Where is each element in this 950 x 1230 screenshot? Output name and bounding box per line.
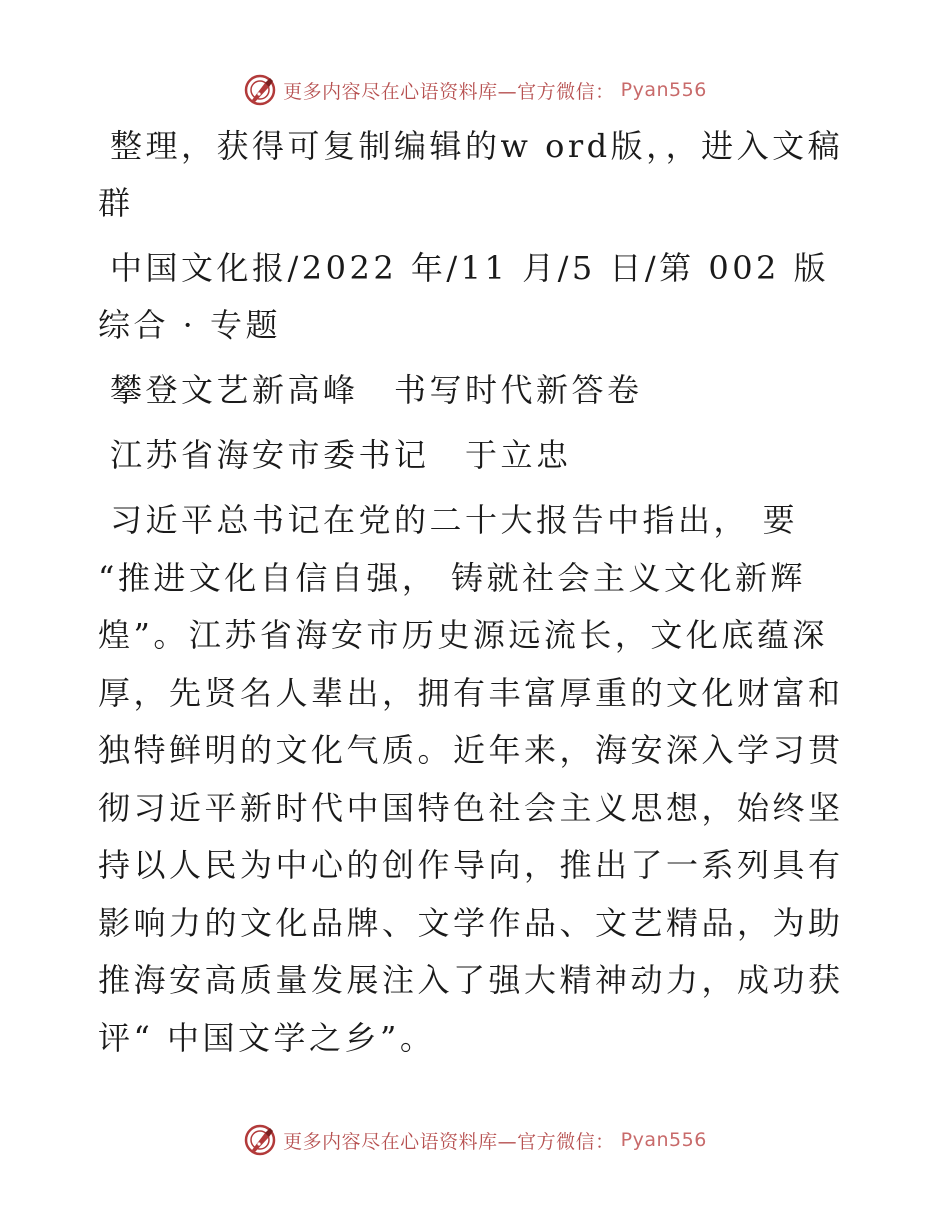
article-paragraph: 习近平总书记在党的二十大报告中指出， 要 “推进文化自信自强， 铸就社会主义文化新辉煌”。江苏省海安市历史源远流长，文化底蕴深厚，先贤名人辈出，拥有丰富厚重的文化财富和独特鲜明的文化气质。近年来，海安深入学习贯彻习近平新时代中国特色社会主义思想，始终坚持以人民为中心的创作导向，推出了一系列具有影响力的文化品牌、文学作品、文艺精品，为助推海安高质量发展注入了强大精神动力，成功获评“ 中国文学之乡”。 (98, 501, 844, 1057)
article-author: 江苏省海安市委书记 于立忠 (110, 436, 572, 474)
banner-wechat-id: Pyan556 (620, 1129, 707, 1151)
intro-note: 整理，获得可复制编辑的w ord版，，进入文稿群 (98, 127, 844, 222)
source-line: 中国文化报/2022 年/11 月/5 日/第 002 版综合 · 专题 (98, 249, 830, 344)
banner-wechat-id: Pyan556 (620, 79, 707, 101)
article-headline: 攀登文艺新高峰 书写时代新答卷 (110, 371, 643, 409)
pen-nib-logo-icon (243, 73, 277, 107)
footer-watermark-banner (0, 1120, 950, 1160)
banner-promo-text: 更多内容尽在心语资料库—官方微信： (283, 1130, 615, 1153)
header-watermark-banner (0, 70, 950, 110)
document-body (98, 118, 850, 1075)
banner-promo-text: 更多内容尽在心语资料库—官方微信： (283, 80, 615, 103)
pen-nib-logo-icon (243, 1123, 277, 1157)
